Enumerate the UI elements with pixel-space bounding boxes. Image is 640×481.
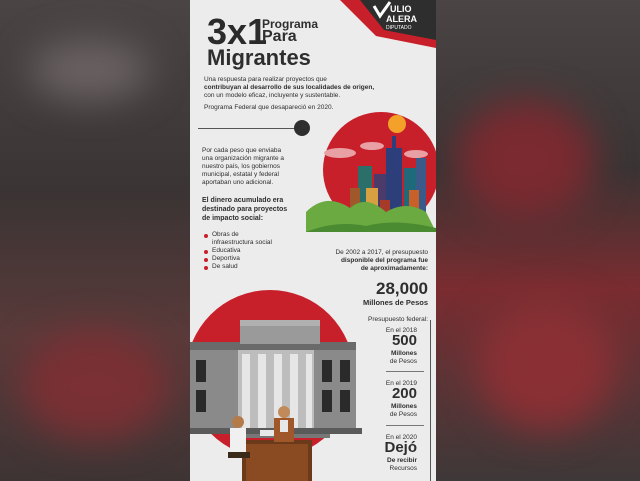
right-divider: [430, 320, 431, 481]
list-item-1b: infraestructura social: [212, 239, 272, 246]
y2018-unit-2: de Pesos: [389, 358, 417, 365]
y2020-unit-1: De recibir: [387, 457, 417, 464]
bullet-icon: [204, 250, 208, 254]
presupuesto-federal: Presupuesto federal:: [368, 316, 428, 323]
dinero-line-1: El dinero acumulado era: [202, 197, 284, 204]
bullet-icon: [204, 258, 208, 262]
y2019-label: En el 2019: [385, 380, 417, 387]
list-item-4: De salud: [212, 263, 238, 270]
dinero-line-3: de impacto social:: [202, 215, 264, 222]
intro-line-3: con un modelo eficaz, incluyente y sustentable.: [204, 92, 341, 99]
peso-line-5: aportaban uno adicional.: [202, 179, 274, 186]
list-item-3: Deportiva: [212, 255, 240, 262]
peso-line-1: Por cada peso que enviaba: [202, 147, 282, 154]
peso-line-2: una organización migrante a: [202, 155, 285, 162]
y2020-value: Dejó: [384, 439, 417, 456]
title-number: 3x1: [207, 11, 268, 52]
title-line-1: Programa: [262, 17, 319, 31]
y2018-value: 500: [391, 332, 417, 349]
y2019-unit-1: Millones: [390, 403, 417, 410]
intro-line-4: Programa Federal que desapareció en 2020.: [204, 104, 334, 111]
divider-line: [386, 371, 424, 372]
title-line-2: Para: [262, 28, 297, 45]
presupuesto-line-3: de aproximadamente:: [360, 265, 428, 272]
bullet-icon: [204, 266, 208, 270]
intro-line-2: contribuyan al desarrollo de sus localidades de origen,: [204, 84, 375, 91]
y2020-label: En el 2020: [385, 434, 417, 441]
dinero-line-2: destinado para proyectos: [202, 206, 288, 213]
y2019-unit-2: de Pesos: [389, 411, 417, 418]
y2018-label: En el 2018: [385, 327, 417, 334]
presupuesto-amount: 28,000: [376, 279, 428, 298]
logo-text-3: DIPUTADO: [386, 25, 412, 31]
logo-banner: [340, 0, 436, 48]
logo-text-1: ULIO: [390, 4, 412, 14]
y2018-unit-1: Millones: [390, 350, 417, 357]
blurred-background-left: [0, 0, 190, 481]
presupuesto-unit: Millones de Pesos: [362, 298, 428, 307]
y2020-unit-2: Recursos: [389, 465, 417, 472]
y2019-value: 200: [391, 385, 417, 402]
infographic-poster: [190, 0, 436, 481]
divider-line: [198, 128, 302, 129]
peso-line-3: nuestro país, los gobiernos: [202, 163, 281, 170]
bullet-icon: [204, 234, 208, 238]
list-item-2: Educativa: [212, 247, 241, 254]
presupuesto-line-1: De 2002 a 2017, el presupuesto: [335, 249, 428, 256]
blurred-background-right: [436, 0, 640, 481]
presupuesto-line-2: disponible del programa fue: [340, 257, 428, 264]
divider-line: [386, 425, 424, 426]
government-building-illustration: [190, 280, 362, 481]
title-line-3: Migrantes: [207, 45, 311, 70]
logo-text-2: ALERA: [386, 14, 417, 24]
intro-line-1: Una respuesta para realizar proyectos que: [204, 76, 327, 83]
peso-line-4: municipal, estatal y federal: [202, 171, 279, 178]
city-illustration: [306, 108, 436, 232]
list-item-1: Obras de: [212, 231, 239, 238]
